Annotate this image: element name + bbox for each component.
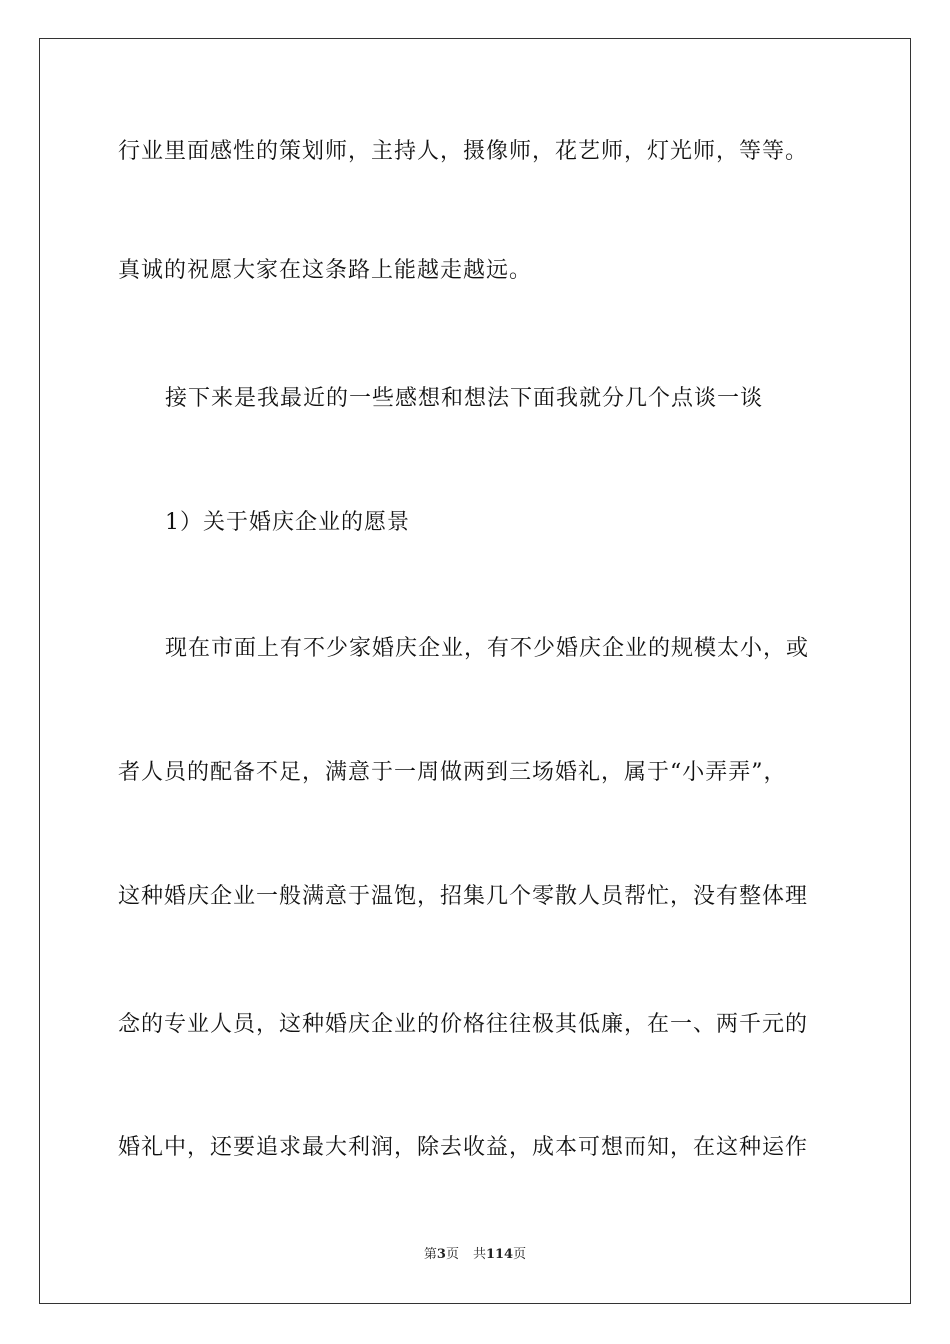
body-line-9: 婚礼中，还要追求最大利润，除去收益，成本可想而知，在这种运作 [118, 1135, 809, 1160]
page-suffix: 页 [445, 1247, 459, 1262]
body-line-5: 现在市面上有不少家婚庆企业，有不少婚庆企业的规模太小，或 [165, 636, 810, 661]
body-line-3: 接下来是我最近的一些感想和想法下面我就分几个点谈一谈 [165, 386, 764, 411]
body-line-6: 者人员的配备不足，满意于一周做两到三场婚礼，属于“小弄弄”， [118, 760, 787, 785]
body-line-8: 念的专业人员，这种婚庆企业的价格往往极其低廉，在一、两千元的 [118, 1012, 809, 1037]
body-line-2: 真诚的祝愿大家在这条路上能越走越远。 [118, 258, 533, 283]
body-line-1: 行业里面感性的策划师，主持人，摄像师，花艺师，灯光师，等等。 [118, 139, 809, 164]
total-suffix: 页 [513, 1247, 527, 1262]
page-prefix: 第 [423, 1247, 437, 1262]
page-border [39, 38, 911, 1304]
total-pages: 114 [485, 1247, 514, 1262]
total-prefix: 共 [472, 1247, 486, 1262]
page-footer [0, 1246, 950, 1264]
body-line-7: 这种婚庆企业一般满意于温饱，招集几个零散人员帮忙，没有整体理 [118, 884, 809, 909]
page-number: 3 [436, 1247, 446, 1262]
section-heading: 1）关于婚庆企业的愿景 [165, 510, 410, 535]
